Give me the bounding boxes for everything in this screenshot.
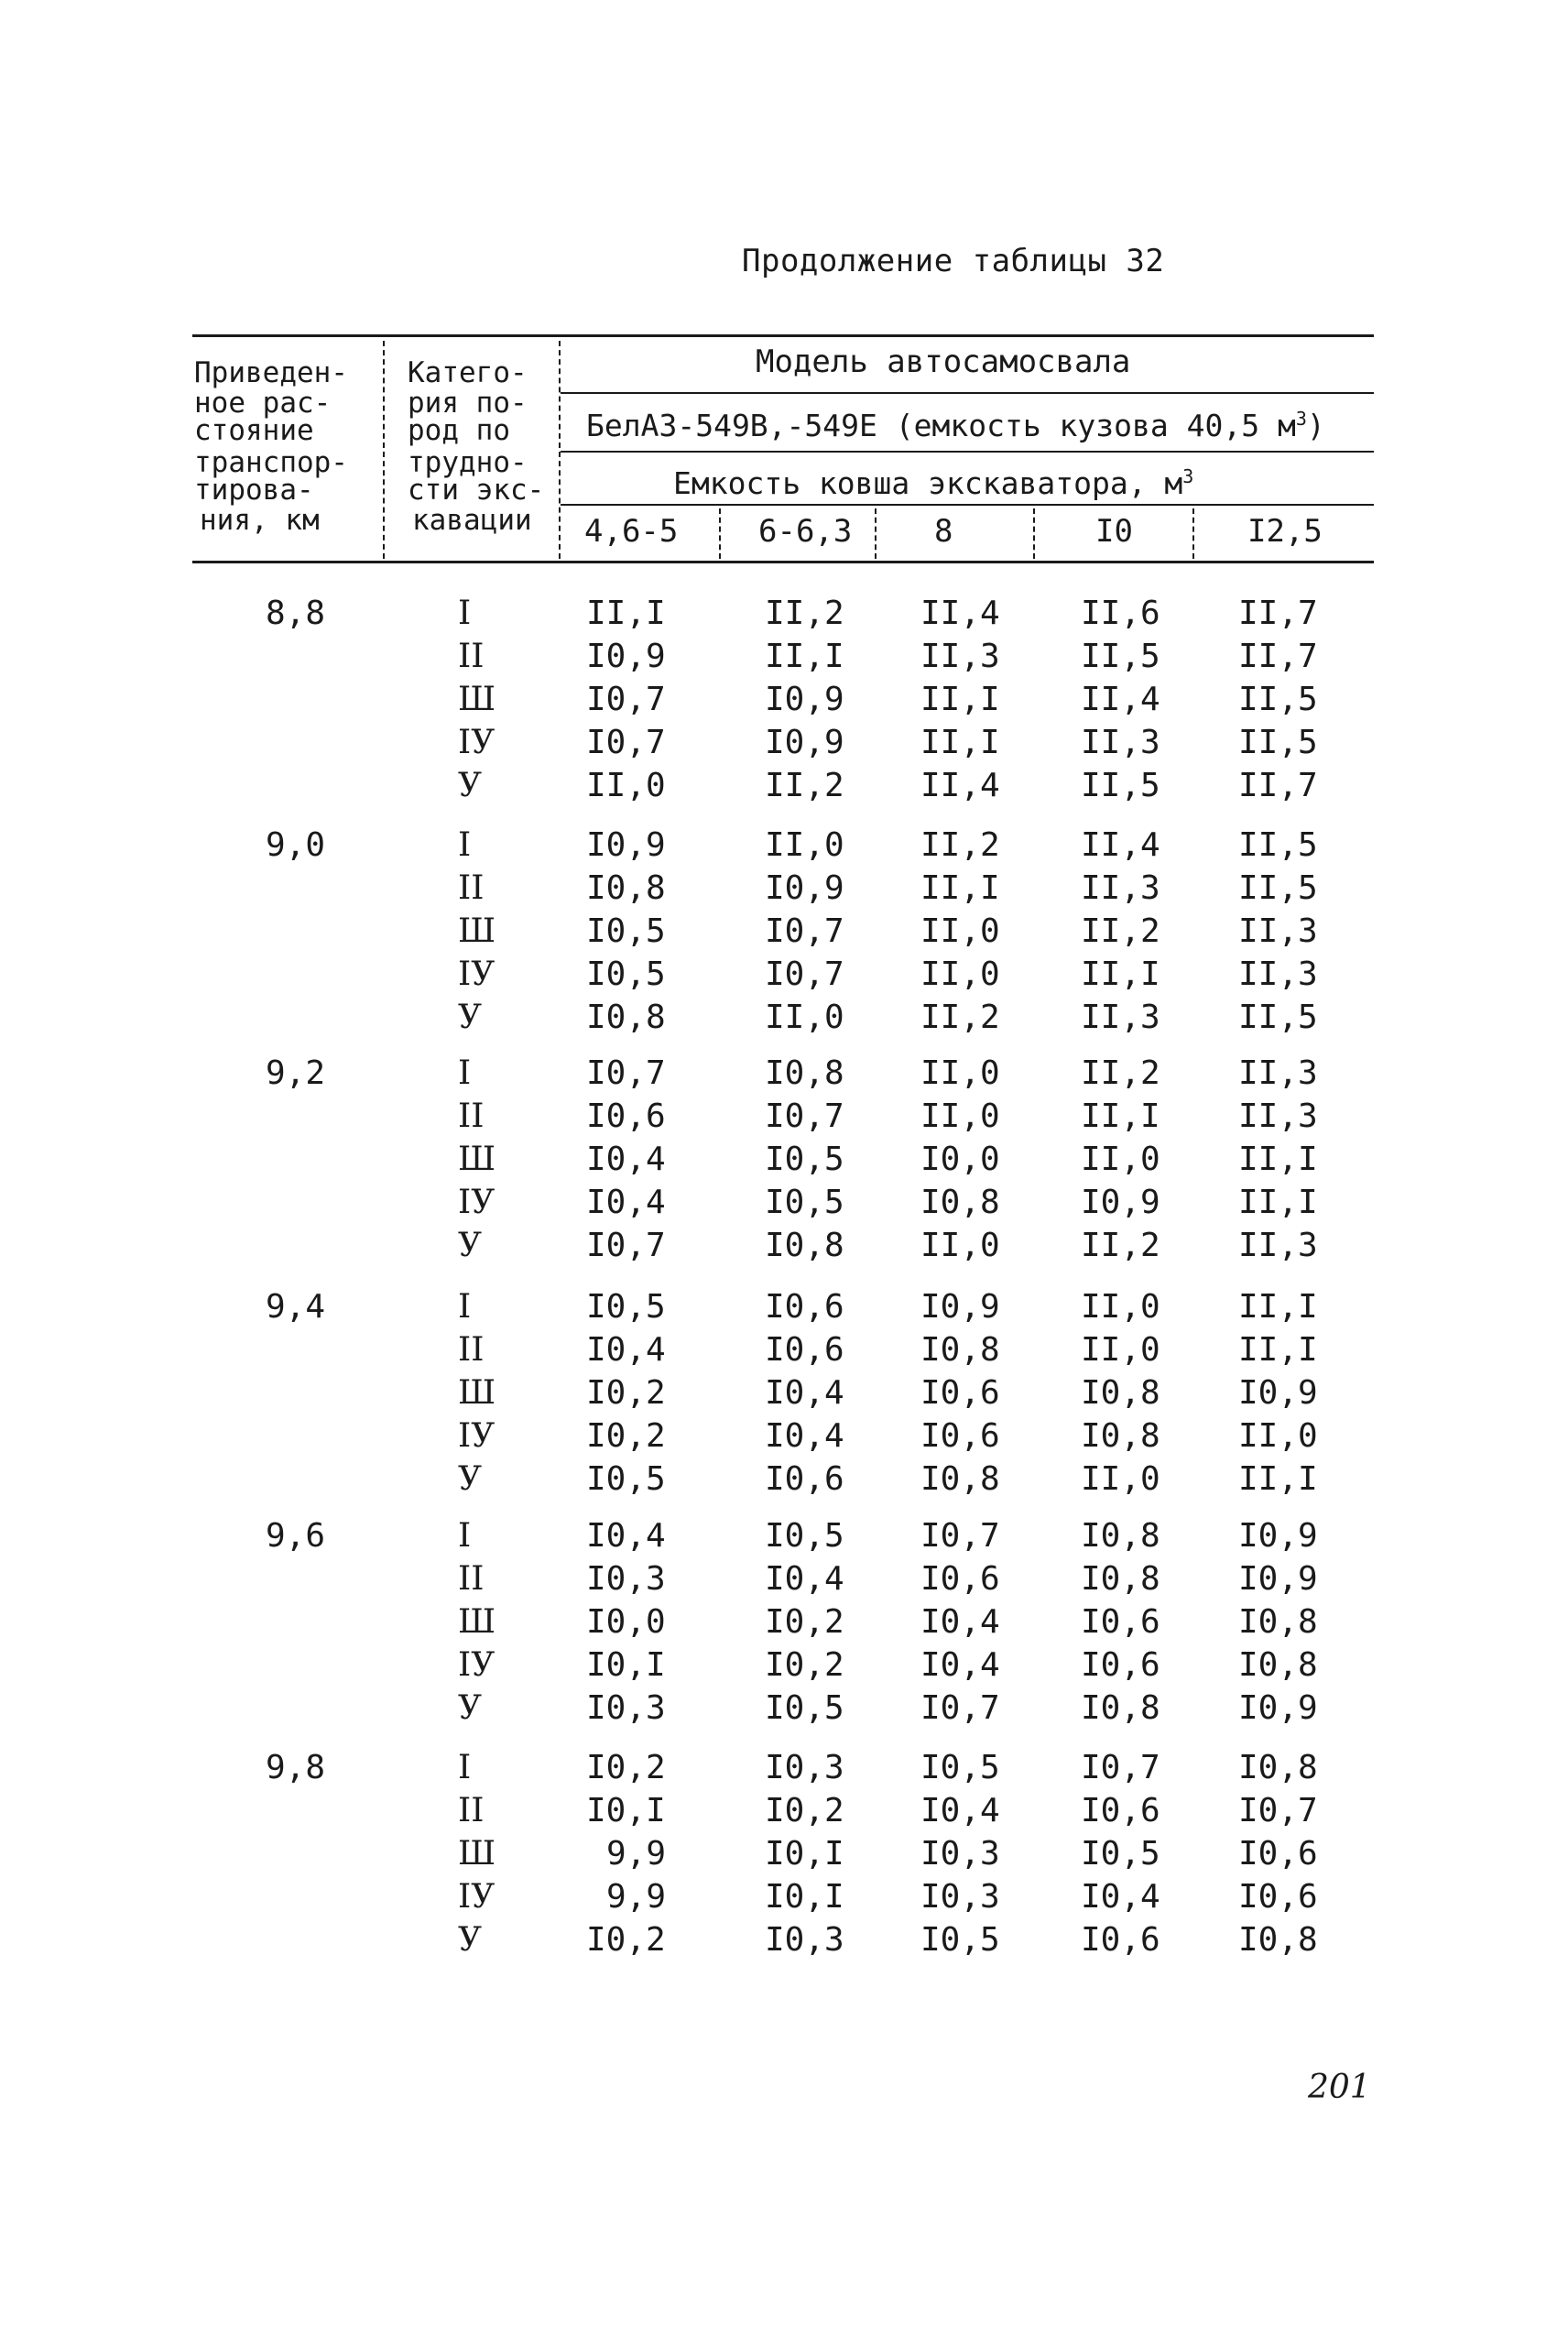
table-cell: I0,7	[765, 1097, 844, 1135]
table-cell: II,I	[1238, 1184, 1318, 1221]
table-cell: II,5	[1238, 869, 1318, 907]
table-cell: I0,9	[1081, 1184, 1160, 1221]
table-cell: I0,8	[1238, 1603, 1318, 1641]
distance-header-line: Приведен-	[194, 356, 348, 389]
distance-value: 9,8	[266, 1749, 326, 1786]
table-cell: II,2	[765, 595, 844, 632]
category-value: I	[458, 1054, 472, 1092]
table-cell: II,3	[1081, 999, 1160, 1036]
table-cell: II,0	[765, 999, 844, 1036]
table-cell: I0,6	[1081, 1646, 1160, 1684]
table-cell: II,I	[586, 595, 666, 632]
category-value: I	[458, 595, 472, 632]
table-cell: II,I	[920, 869, 1000, 907]
distance-header-line: транспор-	[194, 446, 348, 479]
table-cell: II,2	[920, 999, 1000, 1036]
table-cell: II,4	[920, 595, 1000, 632]
distance-value: 8,8	[266, 595, 326, 632]
table-cell: II,3	[1238, 912, 1318, 950]
table-cell: II,I	[1238, 1460, 1318, 1498]
table-cell: II,0	[920, 1054, 1000, 1092]
table-cell: I0,6	[765, 1331, 844, 1369]
category-value: У	[458, 767, 483, 804]
table-cell: II,2	[1081, 1227, 1160, 1264]
table-cell: I0,8	[1081, 1517, 1160, 1555]
table-cell: II,I	[920, 681, 1000, 718]
table-cell: I0,5	[920, 1749, 1000, 1786]
table-caption: Продолжение таблицы 32	[742, 243, 1165, 279]
bucket-divider-1	[719, 508, 721, 559]
table-cell: II,3	[1238, 1054, 1318, 1092]
table-cell: I0,4	[765, 1560, 844, 1598]
table-cell: I0,5	[586, 1288, 666, 1326]
table-cell: I0,8	[920, 1184, 1000, 1221]
bucket-size-3: 8	[934, 513, 953, 550]
table-cell: II,I	[1238, 1331, 1318, 1369]
table-cell: II,5	[1238, 826, 1318, 864]
table-cell: II,4	[1081, 826, 1160, 864]
table-cell: I0,2	[765, 1792, 844, 1829]
distance-header-line: ния, км	[200, 504, 320, 537]
table-cell: I0,8	[920, 1460, 1000, 1498]
table-cell: II,7	[1238, 638, 1318, 675]
category-value: II	[458, 869, 485, 907]
category-value: IУ	[458, 1184, 495, 1221]
category-header-line: сти экс-	[408, 474, 545, 507]
table-cell: II,2	[1081, 1054, 1160, 1092]
table-cell: II,5	[1238, 724, 1318, 761]
table-cell: I0,5	[1081, 1835, 1160, 1873]
table-cell: I0,6	[920, 1374, 1000, 1412]
table-cell: II,0	[765, 826, 844, 864]
table-cell: I0,8	[1238, 1921, 1318, 1959]
table-cell: II,0	[1081, 1331, 1160, 1369]
table-top-rule	[192, 334, 1374, 337]
category-value: Ш	[458, 1374, 496, 1412]
table-cell: I0,7	[765, 912, 844, 950]
table-cell: II,I	[1238, 1288, 1318, 1326]
table-cell: I0,4	[920, 1646, 1000, 1684]
table-cell: II,0	[1238, 1417, 1318, 1455]
table-cell: I0,8	[1081, 1374, 1160, 1412]
category-header-line: трудно-	[408, 446, 528, 479]
table-cell: I0,5	[765, 1689, 844, 1727]
table-cell: II,I	[1238, 1141, 1318, 1178]
table-cell: I0,4	[920, 1792, 1000, 1829]
table-cell: I0,8	[765, 1227, 844, 1264]
category-value: IУ	[458, 1646, 495, 1684]
category-value: I	[458, 1749, 472, 1786]
table-cell: I0,2	[765, 1646, 844, 1684]
bucket-title-rule	[561, 504, 1374, 506]
table-cell: I0,7	[586, 1227, 666, 1264]
table-cell: 9,9	[606, 1835, 667, 1873]
table-cell: I0,4	[1081, 1878, 1160, 1916]
category-value: II	[458, 1097, 485, 1135]
table-cell: I0,0	[920, 1141, 1000, 1178]
table-cell: I0,5	[765, 1141, 844, 1178]
distance-value: 9,2	[266, 1054, 326, 1092]
table-cell: I0,I	[586, 1646, 666, 1684]
table-cell: I0,4	[920, 1603, 1000, 1641]
table-cell: II,0	[920, 1097, 1000, 1135]
table-cell: I0,7	[765, 956, 844, 993]
category-value: Ш	[458, 912, 496, 950]
table-cell: I0,3	[586, 1560, 666, 1598]
table-cell: II,3	[920, 638, 1000, 675]
bucket-size-2: 6-6,3	[758, 513, 853, 550]
table-cell: I0,2	[586, 1374, 666, 1412]
distance-value: 9,0	[266, 826, 326, 864]
table-cell: I0,2	[765, 1603, 844, 1641]
category-value: У	[458, 1227, 483, 1264]
table-cell: I0,8	[1081, 1689, 1160, 1727]
table-cell: I0,7	[586, 681, 666, 718]
table-cell: I0,7	[1081, 1749, 1160, 1786]
header-divider-1	[383, 341, 385, 559]
bucket-title-text: Емкость ковша экскаватора, м	[673, 465, 1183, 501]
header-bottom-rule	[192, 561, 1374, 563]
category-value: У	[458, 999, 483, 1036]
table-cell: I0,4	[765, 1374, 844, 1412]
table-cell: II,4	[1081, 681, 1160, 718]
table-cell: I0,8	[1238, 1646, 1318, 1684]
table-cell: I0,4	[586, 1184, 666, 1221]
category-value: II	[458, 1792, 485, 1829]
category-header-line: Катего-	[408, 356, 528, 389]
table-cell: I0,7	[920, 1517, 1000, 1555]
distance-header-line: тирова-	[194, 474, 314, 507]
model-title-rule	[561, 392, 1374, 394]
table-cell: I0,4	[586, 1331, 666, 1369]
table-cell: I0,9	[1238, 1689, 1318, 1727]
table-cell: II,0	[920, 912, 1000, 950]
table-cell: I0,4	[586, 1141, 666, 1178]
table-cell: I0,8	[1081, 1417, 1160, 1455]
table-cell: I0,3	[586, 1689, 666, 1727]
category-value: II	[458, 1331, 485, 1369]
table-cell: I0,8	[586, 869, 666, 907]
model-name-rule	[561, 451, 1374, 453]
table-cell: I0,0	[586, 1603, 666, 1641]
table-cell: I0,7	[920, 1689, 1000, 1727]
bucket-divider-3	[1033, 508, 1035, 559]
table-cell: II,0	[1081, 1460, 1160, 1498]
table-cell: I0,9	[586, 638, 666, 675]
category-value: II	[458, 638, 485, 675]
table-cell: II,0	[1081, 1288, 1160, 1326]
bucket-divider-2	[875, 508, 877, 559]
table-cell: I0,3	[920, 1878, 1000, 1916]
table-cell: I0,6	[765, 1460, 844, 1498]
category-value: IУ	[458, 1878, 495, 1916]
category-value: Ш	[458, 1141, 496, 1178]
table-cell: I0,7	[586, 724, 666, 761]
bucket-title	[673, 463, 1194, 501]
table-cell: I0,8	[586, 999, 666, 1036]
category-value: У	[458, 1921, 483, 1959]
bucket-size-1: 4,6-5	[584, 513, 679, 550]
table-cell: I0,7	[586, 1054, 666, 1092]
table-cell: II,3	[1238, 1097, 1318, 1135]
model-name-text: БелАЗ-549В,-549Е (емкость кузова 40,5 м	[586, 408, 1296, 443]
table-cell: II,5	[1081, 767, 1160, 804]
table-cell: I0,4	[586, 1517, 666, 1555]
category-header-line: род по	[408, 414, 510, 447]
distance-header-line: стояние	[194, 414, 314, 447]
table-cell: I0,6	[1238, 1835, 1318, 1873]
table-cell: II,4	[920, 767, 1000, 804]
category-value: IУ	[458, 724, 495, 761]
table-cell: I0,I	[765, 1835, 844, 1873]
table-cell: II,7	[1238, 767, 1318, 804]
table-cell: II,I	[920, 724, 1000, 761]
table-cell: I0,6	[586, 1097, 666, 1135]
table-cell: I0,9	[765, 681, 844, 718]
table-cell: II,7	[1238, 595, 1318, 632]
category-value: Ш	[458, 681, 496, 718]
table-cell: I0,9	[1238, 1517, 1318, 1555]
table-cell: II,3	[1238, 956, 1318, 993]
table-cell: I0,9	[1238, 1560, 1318, 1598]
table-cell: I0,4	[765, 1417, 844, 1455]
table-cell: II,0	[1081, 1141, 1160, 1178]
page-number: 201	[1308, 2069, 1371, 2106]
table-cell: I0,I	[586, 1792, 666, 1829]
model-name	[586, 405, 1325, 443]
table-cell: II,3	[1081, 869, 1160, 907]
table-cell: I0,5	[765, 1517, 844, 1555]
table-cell: I0,3	[765, 1749, 844, 1786]
table-cell: I0,6	[765, 1288, 844, 1326]
table-cell: I0,6	[1081, 1603, 1160, 1641]
category-value: II	[458, 1560, 485, 1598]
table-cell: I0,8	[1081, 1560, 1160, 1598]
table-cell: II,0	[920, 956, 1000, 993]
table-cell: I0,8	[920, 1331, 1000, 1369]
table-cell: I0,5	[586, 956, 666, 993]
bucket-size-4: I0	[1095, 513, 1133, 550]
category-header-line: рия по-	[408, 387, 528, 420]
table-cell: II,3	[1081, 724, 1160, 761]
table-cell: I0,2	[586, 1921, 666, 1959]
table-cell: I0,3	[765, 1921, 844, 1959]
table-cell: I0,5	[586, 912, 666, 950]
category-value: Ш	[458, 1603, 496, 1641]
table-cell: II,2	[920, 826, 1000, 864]
table-cell: I0,9	[765, 869, 844, 907]
table-cell: II,I	[1081, 956, 1160, 993]
table-cell: II,5	[1081, 638, 1160, 675]
distance-header-line: ное рас-	[194, 387, 332, 420]
table-cell: I0,9	[765, 724, 844, 761]
category-header-line: кавации	[412, 504, 532, 537]
category-value: I	[458, 1288, 472, 1326]
table-cell: II,3	[1238, 1227, 1318, 1264]
distance-value: 9,6	[266, 1517, 326, 1555]
model-name-end: )	[1306, 408, 1325, 443]
table-cell: I0,9	[586, 826, 666, 864]
table-cell: I0,6	[920, 1417, 1000, 1455]
category-value: IУ	[458, 956, 495, 993]
distance-value: 9,4	[266, 1288, 326, 1326]
table-cell: 9,9	[606, 1878, 667, 1916]
table-cell: I0,5	[920, 1921, 1000, 1959]
bucket-size-5: I2,5	[1247, 513, 1323, 550]
category-value: У	[458, 1689, 483, 1727]
bucket-unit-sup: 3	[1182, 465, 1194, 487]
table-cell: I0,6	[920, 1560, 1000, 1598]
table-cell: I0,3	[920, 1835, 1000, 1873]
table-cell: II,2	[765, 767, 844, 804]
table-cell: I0,I	[765, 1878, 844, 1916]
table-cell: I0,2	[586, 1417, 666, 1455]
table-cell: II,2	[1081, 912, 1160, 950]
table-cell: II,I	[1081, 1097, 1160, 1135]
category-value: Ш	[458, 1835, 496, 1873]
model-title: Модель автосамосвала	[756, 344, 1131, 380]
model-unit-sup: 3	[1295, 408, 1307, 430]
table-cell: II,I	[765, 638, 844, 675]
table-cell: I0,6	[1238, 1878, 1318, 1916]
table-cell: II,0	[586, 767, 666, 804]
category-value: I	[458, 826, 472, 864]
header-divider-2	[559, 341, 561, 559]
table-cell: I0,6	[1081, 1792, 1160, 1829]
category-value: У	[458, 1460, 483, 1498]
category-value: IУ	[458, 1417, 495, 1455]
table-cell: II,5	[1238, 999, 1318, 1036]
table-cell: I0,2	[586, 1749, 666, 1786]
table-cell: II,5	[1238, 681, 1318, 718]
table-cell: I0,5	[586, 1460, 666, 1498]
table-cell: I0,9	[920, 1288, 1000, 1326]
category-value: I	[458, 1517, 472, 1555]
table-cell: I0,8	[765, 1054, 844, 1092]
table-cell: II,0	[920, 1227, 1000, 1264]
bucket-divider-4	[1192, 508, 1194, 559]
table-cell: I0,7	[1238, 1792, 1318, 1829]
table-cell: I0,8	[1238, 1749, 1318, 1786]
table-cell: II,6	[1081, 595, 1160, 632]
table-cell: I0,5	[765, 1184, 844, 1221]
table-cell: I0,6	[1081, 1921, 1160, 1959]
table-cell: I0,9	[1238, 1374, 1318, 1412]
